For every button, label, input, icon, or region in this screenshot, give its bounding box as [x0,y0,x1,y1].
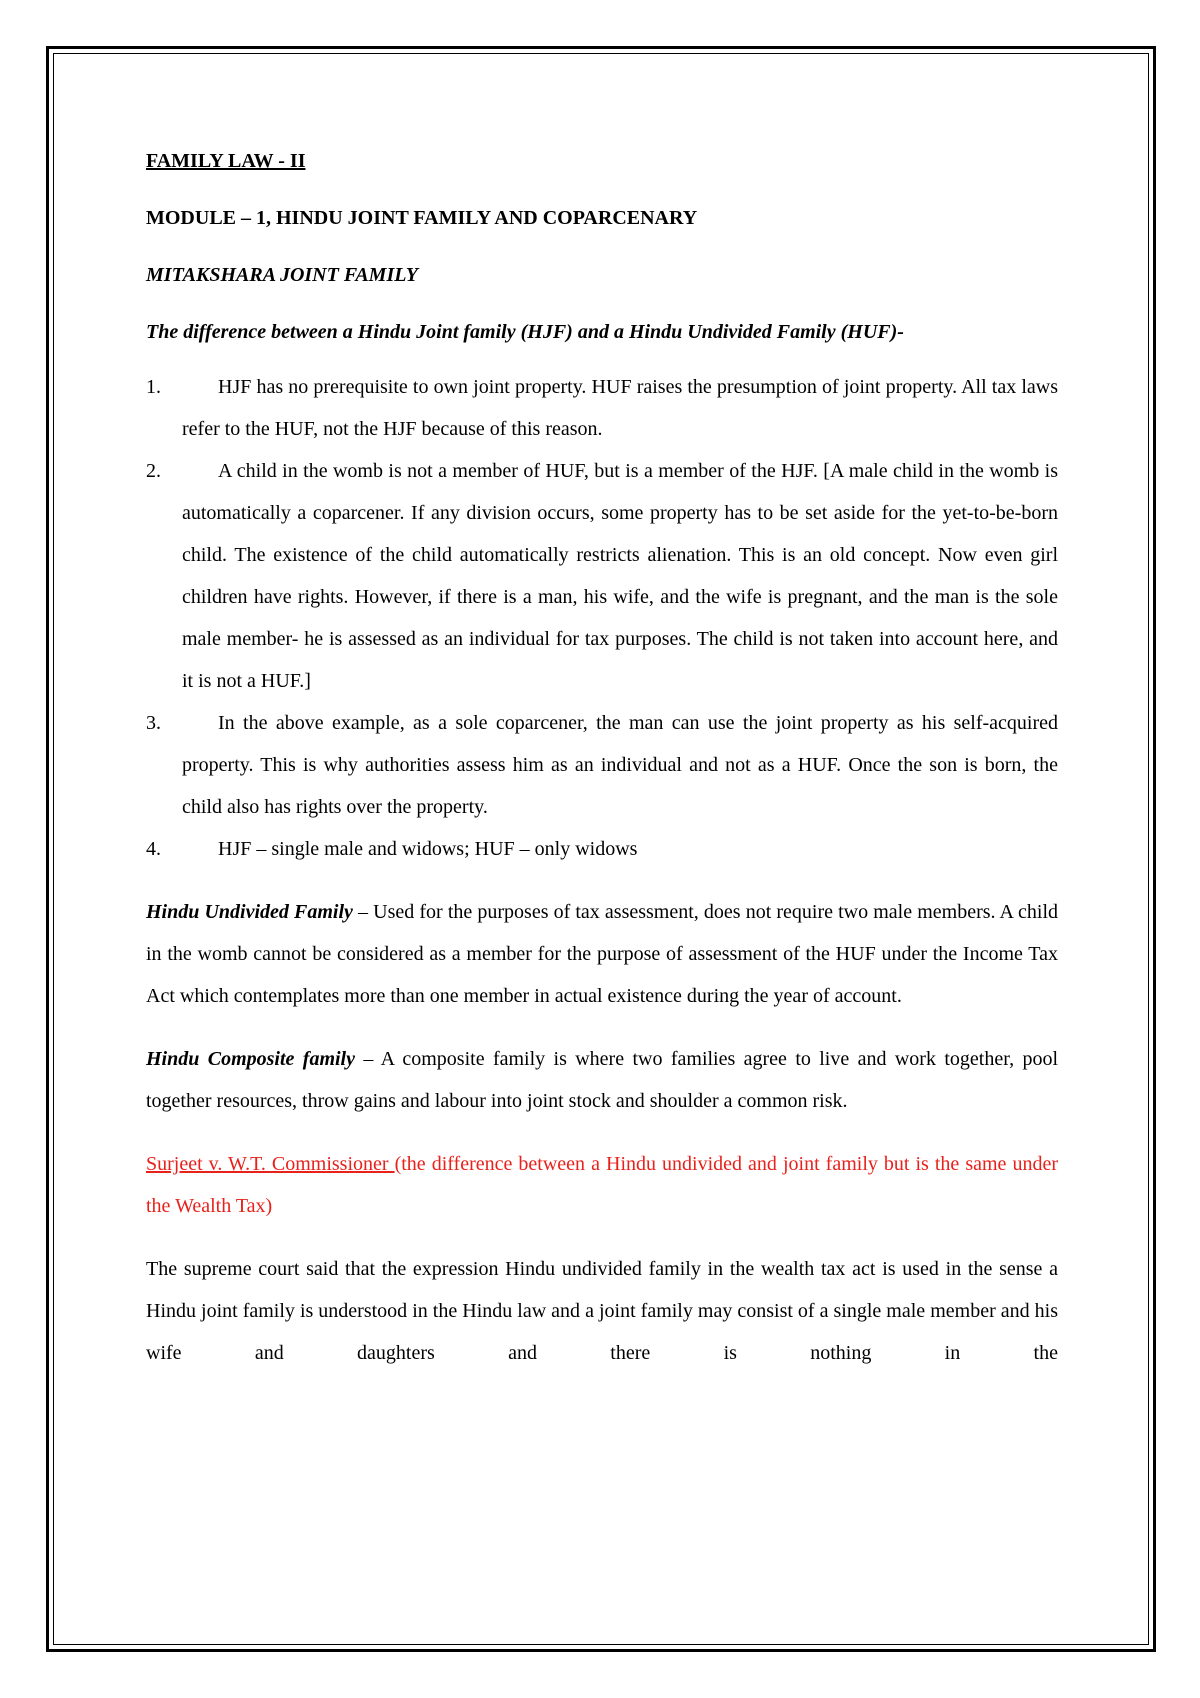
difference-list [146,366,1058,870]
huf-term: Hindu Undivided Family [146,901,353,923]
huf-text: – Used for the purposes of tax assessment, does not require two male members. A child in the womb cannot be considered as a member for the purpose of assessment of the HUF under the Income Tax Act which contemplates more than one member in actual existence during the year of account. [146,901,1058,1007]
list-item [146,828,1058,870]
list-item [146,366,1058,450]
court-paragraph: The supreme court said that the expression Hindu undivided family in the wealth tax act is used in the sense a Hindu joint family is understood in the Hindu law and a joint family may consist of a single male member and his wife and daughters and there is nothing in the [146,1258,1058,1364]
huf-paragraph [146,891,1058,1017]
composite-paragraph [146,1038,1058,1122]
composite-text: – A composite family is where two families agree to live and work together, pool together resources, throw gains and labour into joint stock and shoulder a common risk. [146,1048,1058,1112]
composite-term: Hindu Composite family [146,1048,355,1070]
list-item-number: 2. [146,460,161,482]
document-title: FAMILY LAW - II [146,150,306,172]
case-note: (the difference between a Hindu undivided and joint family but is the same under the Wealth Tax) [146,1153,1058,1217]
list-item-number: 1. [146,376,161,398]
list-item-number: 4. [146,838,161,860]
document-body [146,140,1058,1395]
case-paragraph [146,1143,1058,1227]
difference-heading: The difference between a Hindu Joint family (HJF) and a Hindu Undivided Family (HUF)- [146,321,904,343]
list-item-text: In the above example, as a sole coparcener, the man can use the joint property as his self-acquired property. This is why authorities assess him as an individual and not as a HUF. Once the son is born, the child also has rights over the property. [182,712,1058,818]
case-name: Surjeet v. W.T. Commissioner [146,1153,395,1175]
list-item-text: HJF has no prerequisite to own joint property. HUF raises the presumption of joint property. All tax laws refer to the HUF, not the HJF because of this reason. [182,376,1058,440]
module-heading: MODULE – 1, HINDU JOINT FAMILY AND COPARCENARY [146,207,698,229]
section-subtitle: MITAKSHARA JOINT FAMILY [146,264,418,286]
list-item [146,450,1058,702]
list-item-text: HJF – single male and widows; HUF – only widows [218,838,638,860]
list-item [146,702,1058,828]
list-item-number: 3. [146,712,161,734]
list-item-text: A child in the womb is not a member of HUF, but is a member of the HJF. [A male child in the womb is automatically a coparcener. If any division occurs, some property has to be set aside for the yet-to-be-born child. The existence of the child automatically restricts alienation. This is an old concept. Now even girl children have rights. However, if there is a man, his wife, and the wife is pregnant, and the man is the sole male member- he is assessed as an individual for tax purposes. The child is not taken into account here, and it is not a HUF.] [182,460,1058,692]
